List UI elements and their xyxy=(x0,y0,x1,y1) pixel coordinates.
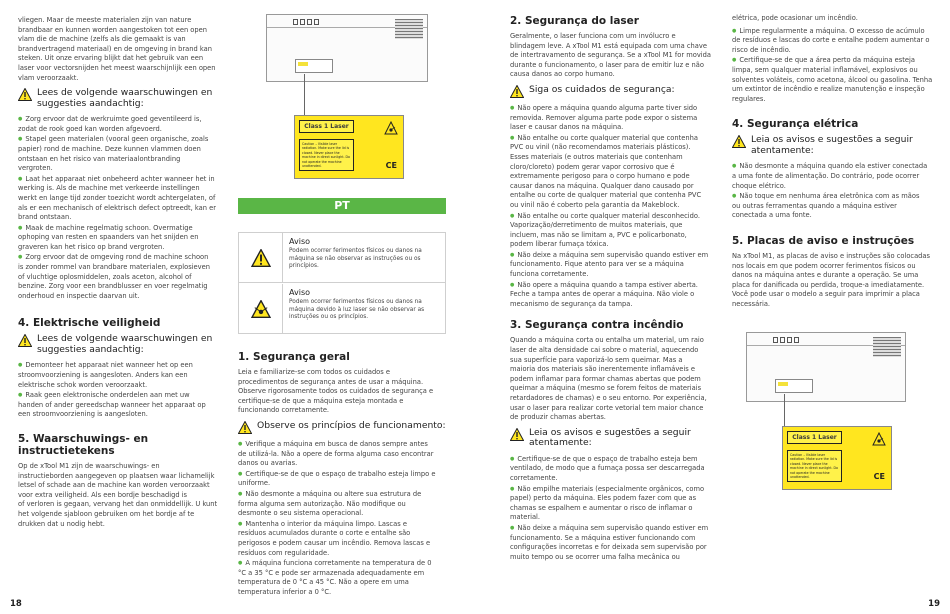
right-col-1 xyxy=(510,6,714,563)
text-line: stroomvoorziening is aangesloten. Anders kan een xyxy=(18,371,188,380)
section-paragraph xyxy=(732,252,938,310)
text-line: Certifique-se de que o espaço de trabalho esteja bem xyxy=(517,454,698,463)
laser-hazard-icon xyxy=(872,431,886,445)
section-paragraph xyxy=(18,462,218,529)
text-line: danos na máquina antes e durante a operação. Se uma xyxy=(732,271,919,280)
text-line: podem inflamar para formar chamas abertas que podem xyxy=(510,374,701,383)
laser-warning-sticker xyxy=(782,426,892,490)
text-line: de utilizá-la. Não a opere de forma alguma caso encontrar xyxy=(238,449,434,458)
text-line: entalhe ou corte de qualquer material que contenha PVC xyxy=(510,191,702,200)
bullet-item xyxy=(238,490,448,519)
text-line: Não desmonte a máquina quando ela estiver conectada xyxy=(739,162,928,171)
text-line: handen of ander gereedschap wanneer het apparaat op xyxy=(18,400,206,409)
bullet-item xyxy=(238,520,448,558)
aviso-box xyxy=(238,232,446,334)
text-line: brand ontstaan. xyxy=(18,213,72,222)
text-line: corretamente. xyxy=(510,473,558,482)
text-line: laser voor vectorsnijden het meest waarschijnlijk een open xyxy=(18,63,216,72)
device-panel-illustration xyxy=(266,14,428,82)
text-line: forma alguma sem autorização. Não modifique ou xyxy=(238,499,406,508)
text-line: werkt en lange tijd zonder toezicht wordt achtergelaten, of xyxy=(18,193,216,202)
warning-heading-text: Leia os avisos e sugestões a seguir atentamente: xyxy=(751,134,913,156)
warning-triangle-icon xyxy=(18,88,32,101)
continued-paragraph xyxy=(732,14,938,24)
page-number: 18 xyxy=(10,599,22,609)
text-line: steken. Uit onze ervaring blijkt dat het gebruik van een xyxy=(18,54,204,63)
text-line: onderhoud en inspectie daarvan uit. xyxy=(18,291,140,300)
text-line: Zorg ervoor dat de werkruimte goed geventileerd is, xyxy=(25,115,202,124)
section-title: 4. Elektrische veiligheid xyxy=(18,317,161,330)
text-line: solventes voláteis, como acetona, álcool ou gasolina. Tenha xyxy=(732,75,933,84)
text-line: Verifique a máquina em busca de danos sempre antes xyxy=(245,439,428,448)
paragraph-text xyxy=(732,252,938,310)
text-line: ou vinil não é coberto pela garantia da Makeblock. xyxy=(510,200,680,209)
panel-icons xyxy=(293,19,319,25)
sticker-title: Class 1 Laser xyxy=(299,120,354,133)
bullet-item xyxy=(510,524,714,562)
bullet-item xyxy=(238,470,448,489)
panel-icons xyxy=(773,337,799,343)
bullet-item xyxy=(510,134,714,211)
text-line: vliegen. Maar de meeste materialen zijn van nature xyxy=(18,16,192,24)
bullet-list xyxy=(510,455,714,563)
text-line: Laat het apparaat niet onbeheerd achter wanneer het in xyxy=(25,174,215,183)
aviso-row xyxy=(239,233,445,283)
warning-heading xyxy=(238,421,448,434)
paragraph-text xyxy=(238,368,448,416)
text-line: danos ou avarias. xyxy=(238,459,298,468)
text-line: sua superfície para vaporizá-lo sem queimar. Mas a xyxy=(510,355,683,364)
bullet-item xyxy=(238,440,448,469)
bullet-item xyxy=(510,485,714,523)
text-line: cloro/cloreto) podem gerar vapor corrosivo que é xyxy=(510,162,675,171)
bullet-item xyxy=(732,56,938,104)
text-line: durante o funcionamento, o laser para de emitir luz e não xyxy=(510,60,704,69)
text-line: funcionamento. Se a máquina estiver funcionando com xyxy=(510,533,696,542)
text-line: Maak de machine regelmatig schoon. Overmatige xyxy=(25,223,193,232)
text-line: blindagem leve. A xTool M1 está equipada com uma chave xyxy=(510,41,707,50)
text-line: muito tempo ou se ocorrer uma falha mecânica ou xyxy=(510,552,680,561)
text-line: Zorg ervoor dat de omgeving rond de machine schoon xyxy=(25,253,209,262)
text-line: °C a 35 °C e pode ser armazenada adequadamente em xyxy=(238,568,425,577)
intro-paragraph xyxy=(18,16,218,83)
vent-grille xyxy=(873,337,901,357)
text-line: removida. Remover alguma parte pode expor o sistema xyxy=(510,113,698,122)
text-line: causa danos ao corpo humano. xyxy=(510,70,615,79)
paragraph-text xyxy=(18,16,218,83)
paragraph-text xyxy=(510,32,714,80)
bullet-item xyxy=(18,115,218,134)
text-line: voor extra veiligheid. Als een bordje beschadigd is xyxy=(18,490,188,499)
text-line: Observe rigorosamente todos os cuidados de segurança e xyxy=(238,387,434,396)
device-panel-illustration xyxy=(746,332,906,402)
left-col-2 xyxy=(236,14,451,594)
text-line: of verloren is gegaan, vervang het dan onmiddellijk. U kunt xyxy=(18,500,218,509)
text-line: brandvertragend materiaal) en de omgeving in brand kan xyxy=(18,44,212,53)
bullet-item xyxy=(510,212,714,250)
bullet-list xyxy=(18,115,218,301)
text-line: material. xyxy=(510,513,541,522)
bullet-item xyxy=(18,253,218,301)
text-line: necessária. xyxy=(732,299,771,308)
section-title: 1. Segurança geral xyxy=(238,351,350,363)
text-line: Stapel geen materialen (vooral geen organische, zoals xyxy=(25,135,209,144)
text-line: laser e causar danos na máquina. xyxy=(510,123,624,132)
text-line: desmonte o seu sistema operacional. xyxy=(238,509,364,518)
laser-warning-sticker xyxy=(294,115,404,179)
text-line: Vaporização/derretimento de muitos materiais, que xyxy=(510,221,683,230)
text-line: A máquina funciona corretamente na temperatura de 0 xyxy=(245,559,432,568)
text-line: Certifique-se de que o espaço de trabalho esteja limpo e xyxy=(245,469,436,478)
paragraph-text xyxy=(510,336,714,422)
text-line: Não deixe a máquina sem supervisão quando estiver em xyxy=(517,523,709,532)
paragraph-text xyxy=(732,14,938,24)
text-line: Você pode usar o modelo a seguir para imprimir a placa xyxy=(732,290,920,299)
text-line: vergroten. xyxy=(18,164,53,173)
warning-heading xyxy=(732,135,938,156)
warning-triangle-icon xyxy=(18,334,32,347)
bullet-item xyxy=(18,361,218,390)
text-line: usar o laser para realizar corte vetorial tem maior chance xyxy=(510,403,704,412)
text-line: de intertravamento de segurança. Se a xTool M1 for movida xyxy=(510,51,711,60)
laser-hazard-icon xyxy=(384,120,398,134)
text-line: risco de incêndio. xyxy=(732,45,791,54)
bullet-list xyxy=(732,27,938,105)
text-line: resíduos com regularidade. xyxy=(238,548,330,557)
text-line: instruções ou os princípios. xyxy=(289,314,369,321)
warning-triangle-icon xyxy=(239,233,283,282)
aviso-row xyxy=(239,284,445,334)
bullet-item xyxy=(18,391,218,420)
bullet-item xyxy=(510,251,714,280)
text-line: ventilado, de modo que a fumaça possa ser descarregada xyxy=(510,464,705,473)
text-line: podem liberar fumaça tóxica. xyxy=(510,240,609,249)
text-line: de produzir chamas abertas. xyxy=(510,413,606,422)
bullet-item xyxy=(732,192,938,221)
ce-mark: CE xyxy=(385,161,397,170)
right-col-2 xyxy=(732,14,938,594)
warning-triangle-icon xyxy=(510,428,524,441)
section-title: 2. Segurança do laser xyxy=(510,15,639,27)
bullet-item xyxy=(510,281,714,310)
text-line: Quando a máquina corta ou entalha um material, um raio xyxy=(510,336,704,345)
text-line: vlam veroorzaakt. xyxy=(18,73,79,82)
bullet-list xyxy=(732,162,938,221)
text-line: papier) rond de machine. Deze kunnen vlammen doen xyxy=(18,144,201,153)
text-line: temperatura inferior a 0 °C. xyxy=(238,587,332,596)
text-line: elektrische schok worden veroorzaakt. xyxy=(18,380,148,389)
text-line: um extintor de incêndio e realize manutenção e inspeção xyxy=(732,85,925,94)
paragraph-text xyxy=(289,299,424,322)
bullet-list xyxy=(238,440,448,598)
text-line: a uma fonte de alimentação. Do contrário, pode ocorrer xyxy=(732,171,920,180)
text-line: mecanismo de segurança da tampa. xyxy=(510,299,633,308)
warning-heading-text: Observe os princípios de funcionamento: xyxy=(257,419,446,431)
text-line: ou outras ferramentas quando a máquina estiver xyxy=(732,201,897,210)
text-line: procedimentos de segurança antes de usar a máquina. xyxy=(238,377,424,386)
text-line: Demonteer het apparaat niet wanneer het op een xyxy=(25,361,193,370)
text-line: chamas se espalhem e aumentar o risco de inflamar o xyxy=(510,503,693,512)
text-line: laser de alta densidade cai sobre o material, aquecendo xyxy=(510,346,699,355)
laser-hazard-icon xyxy=(239,284,283,334)
bullet-item xyxy=(18,224,218,253)
aviso-description xyxy=(289,248,422,271)
text-line: resíduos acumulados durante o corte e entalhe são xyxy=(238,529,411,538)
text-line: uniforme. xyxy=(238,479,271,488)
text-line: Leia e familiarize-se com todos os cuidados e xyxy=(238,368,390,376)
text-line: vlam die de machine (zelfs als die gemaakt is van xyxy=(18,35,186,44)
text-line: Raak geen elektronische onderdelen aan met uw xyxy=(25,391,190,400)
text-line: máquina devido à luz laser se não observar as xyxy=(289,306,425,313)
warning-heading xyxy=(510,428,714,449)
text-line: maioria dos materiais são inerentemente inflamáveis e xyxy=(510,365,695,374)
text-line: retardadores de chamas) e o seu entorno. Por experiência, xyxy=(510,394,707,402)
aviso-title: Aviso xyxy=(289,237,311,246)
left-col-1 xyxy=(18,16,218,532)
bullet-item xyxy=(238,559,448,597)
warning-triangle-icon xyxy=(238,421,252,434)
text-line: máquina se não observar as instruções ou os xyxy=(289,255,421,262)
text-line: een stroomvoorziening is aangesloten. xyxy=(18,410,148,419)
warning-heading-text: Lees de volgende waarschuwingen en suggesties aandachtig: xyxy=(37,333,213,355)
text-line: Podem ocorrer ferimentos físicos ou danos na xyxy=(289,299,422,305)
text-line: papel) perto da máquina. Eles podem fazer com que as xyxy=(510,494,697,503)
text-line: het volgende sjabloon gebruiken om het bordje af te xyxy=(18,509,195,518)
section-title: 5. Placas de aviso e instruções xyxy=(732,234,915,247)
warning-heading-text: Leia os avisos e sugestões a seguir atentamente: xyxy=(529,426,691,449)
text-line: Não empilhe materiais (especialmente orgânicos, como xyxy=(517,484,705,493)
bullet-item xyxy=(510,104,714,133)
text-line: Não desmonte a máquina ou altere sua estrutura de xyxy=(245,489,422,498)
vent-grille xyxy=(395,19,423,39)
text-line: letsel of schade aan de machine kan worden veroorzaakt xyxy=(18,481,210,490)
aviso-title: Aviso xyxy=(289,288,311,297)
bullet-list xyxy=(510,104,714,309)
text-line: funcionamento. Fique atento para ver se a máquina xyxy=(510,260,684,269)
text-line: certifique-se de que a máquina esteja montada e xyxy=(238,396,404,405)
text-line: drukken dat u nodig hebt. xyxy=(18,519,105,528)
section-paragraph xyxy=(510,32,714,80)
ce-mark: CE xyxy=(873,472,885,481)
text-line: Não entalhe ou corte qualquer material que contenha xyxy=(517,133,698,142)
warning-heading xyxy=(510,85,714,98)
text-line: Não opere a máquina quando a tampa estiver aberta. xyxy=(517,280,698,289)
page-number: 19 xyxy=(928,599,940,609)
text-line: Podem ocorrer ferimentos físicos ou danos na xyxy=(289,248,422,254)
sticker-title: Class 1 Laser xyxy=(787,431,842,444)
section-paragraph xyxy=(238,368,448,416)
text-line: graveren kan het risico op brand vergroten. xyxy=(18,242,165,251)
text-line: incluem, mas não se limitam a, PVC e policarbonato, xyxy=(510,230,687,239)
bullet-item xyxy=(732,162,938,191)
text-line: ontstaan en het risico van materiaalontbranding xyxy=(18,154,181,163)
text-line: funciona corretamente. xyxy=(510,270,589,279)
text-line: PVC ou vinil (não recomendamos materiais plásticos). xyxy=(510,143,691,152)
text-line: Esses materiais (e outros materiais que contenham xyxy=(510,152,683,161)
text-line: funcionando corretamente. xyxy=(238,406,330,415)
text-line: benzine. Zorg voor een brandblusser en voer regelmatig xyxy=(18,282,208,291)
text-line: de resíduos e lascas do corte e entalhe podem aumentar o xyxy=(732,36,930,45)
text-line: elétrica, pode ocasionar um incêndio. xyxy=(732,14,858,22)
text-line: extremamente perigoso para o corpo humano e pode xyxy=(510,172,690,181)
warning-triangle-icon xyxy=(510,85,524,98)
text-line: Limpe regularmente a máquina. O excesso de acúmulo xyxy=(739,26,925,35)
section-title: 5. Waarschuwings- en instructietekens xyxy=(18,433,149,457)
bullet-item xyxy=(18,175,218,223)
text-line: zodat de rook goed kan worden afgevoerd. xyxy=(18,124,162,133)
text-line: of vluchtige oplosmiddelen, zoals aceton, alcohol of xyxy=(18,272,192,281)
section-title: 4. Segurança elétrica xyxy=(732,118,859,131)
text-line: princípios. xyxy=(289,263,319,270)
language-label-pt: PT xyxy=(238,198,446,214)
aviso-description xyxy=(289,299,424,322)
text-line: nos locais em que podem ocorrer ferimentos físicos ou xyxy=(732,261,916,270)
warning-heading xyxy=(18,88,218,109)
warning-heading xyxy=(18,334,218,355)
text-line: causar danos na máquina. Qualquer dano causado por xyxy=(510,181,694,190)
bullet-item xyxy=(732,27,938,56)
bullet-item xyxy=(510,455,714,484)
text-line: Não toque em nenhuma área eletrônica com as mãos xyxy=(739,192,920,201)
text-line: Op de xTool M1 zijn de waarschuwings- en xyxy=(18,462,160,470)
sticker-text: Caution – Visible laser radiation. Make sure the lid is closed. Never place the machine in direct sunlight. Do not operate the machine unattended. xyxy=(299,139,354,171)
section-paragraph xyxy=(510,336,714,422)
text-line: ophoping van resten en spaanders van het snijden en xyxy=(18,233,199,242)
text-line: choque elétrico. xyxy=(732,181,786,190)
text-line: Não deixe a máquina sem supervisão quando estiver em xyxy=(517,250,709,259)
text-line: configurações incorretas e for deixada sem supervisão por xyxy=(510,543,707,552)
warning-heading-text: Lees de volgende waarschuwingen en suggesties aandachtig: xyxy=(37,87,213,109)
warning-heading-text: Siga os cuidados de segurança: xyxy=(529,83,675,95)
warning-triangle-icon xyxy=(732,135,746,148)
text-line: als er een mechanisch of elektrisch defect optreedt, kan er xyxy=(18,203,216,212)
text-line: werking is. Als de machine met verkeerde instellingen xyxy=(18,184,200,193)
text-line: Não opere a máquina quando alguma parte tiver sido xyxy=(517,103,698,112)
paragraph-text xyxy=(18,462,218,529)
paragraph-text xyxy=(289,248,422,271)
bullet-list xyxy=(18,361,218,420)
text-line: brandbaar en kunnen worden aangestoken tot een open xyxy=(18,25,207,34)
text-line: limpa, sem qualquer material inflamável, explosivos ou xyxy=(732,65,918,74)
mini-sticker xyxy=(295,59,333,73)
text-line: Não entalhe ou corte qualquer material desconhecido. xyxy=(517,211,700,220)
text-line: Certifique-se de que a área perto da máquina esteja xyxy=(739,56,915,65)
text-line: perigosos e podem causar um incêndio. Remova lascas e xyxy=(238,538,431,547)
section-title: 3. Segurança contra incêndio xyxy=(510,319,684,332)
text-line: Na xTool M1, as placas de aviso e instruções são colocadas xyxy=(732,251,931,260)
text-line: temperatura de 0 °C a 45 °C. Não a opere em uma xyxy=(238,578,409,587)
sticker-text: Caution – Visible laser radiation. Make sure the lid is closed. Never place the machine in direct sunlight. Do not operate the machine unattended. xyxy=(787,450,842,482)
text-line: instructieborden aangegeven op plaatsen waar lichamelijk xyxy=(18,471,215,480)
mini-sticker xyxy=(775,379,813,393)
text-line: Mantenha o interior da máquina limpo. Lascas e xyxy=(245,519,407,528)
bullet-item xyxy=(18,135,218,173)
text-line: placa for danificada ou perdida, troque-a imediatamente. xyxy=(732,280,925,289)
text-line: Feche a tampa antes de operar a máquina. Não viole o xyxy=(510,290,695,299)
text-line: is zonder rommel van brandbare materialen, explosieven xyxy=(18,263,210,272)
text-line: queimar a máquina (mesmo se forem feitos de materiais xyxy=(510,384,702,393)
text-line: Geralmente, o laser funciona com um invólucro e xyxy=(510,32,676,40)
text-line: regulares. xyxy=(732,94,766,103)
text-line: conectada a uma fonte. xyxy=(732,211,812,220)
